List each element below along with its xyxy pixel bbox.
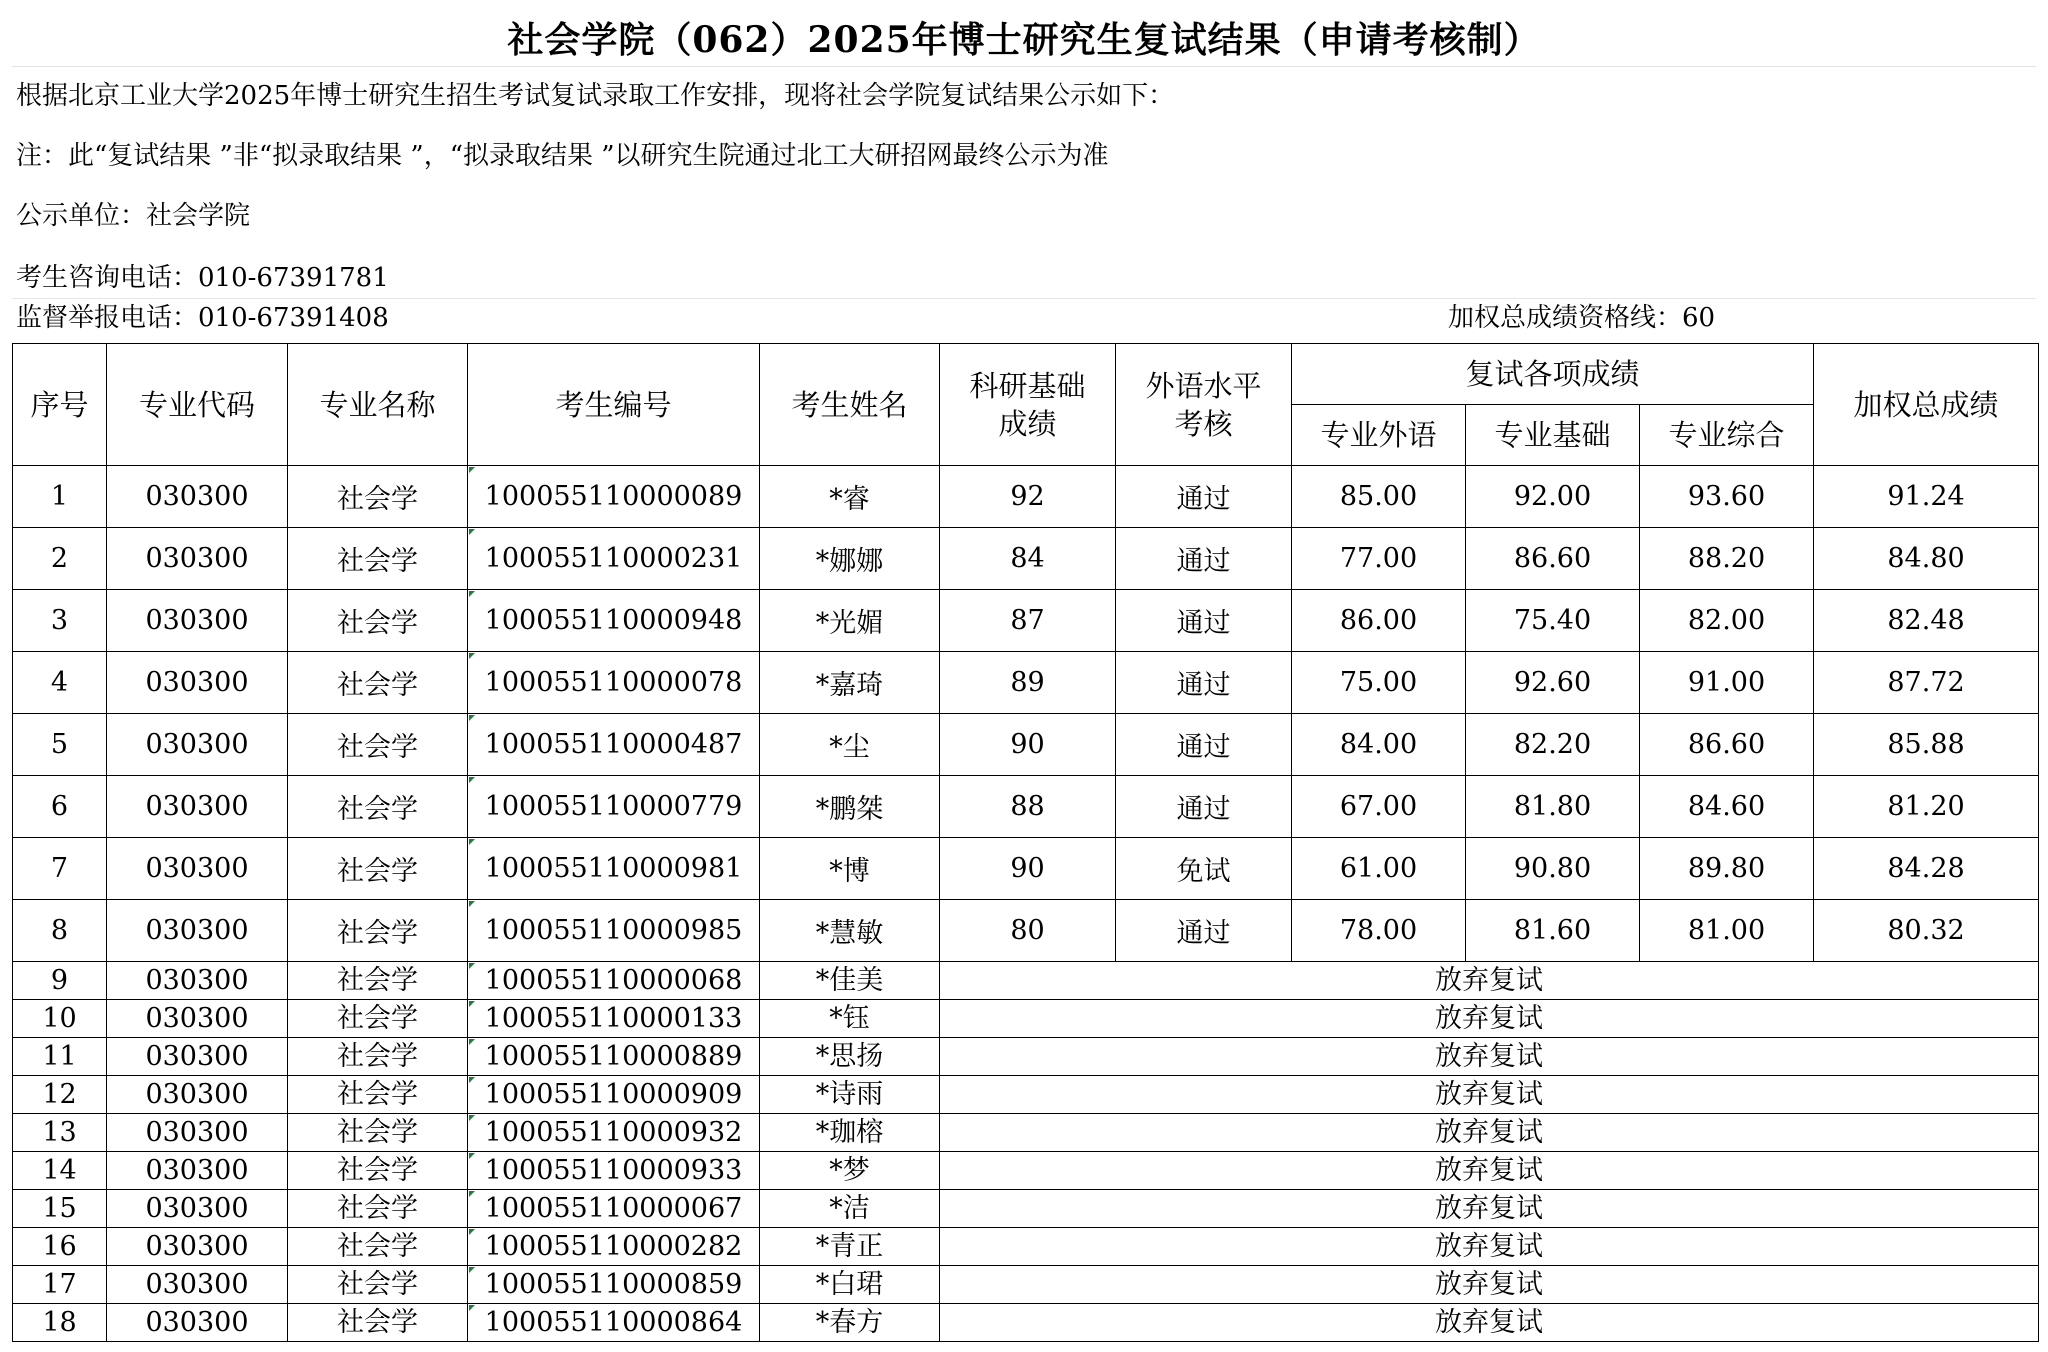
cell-professional-comprehensive: 89.80 <box>1640 838 1814 900</box>
cell-foreign-language: 通过 <box>1116 900 1292 962</box>
cell-candidate-name: *慧敏 <box>760 900 940 962</box>
cell-candidate-no: 100055110000909 <box>468 1076 760 1114</box>
cell-candidate-name: *春方 <box>760 1304 940 1342</box>
report-phone: 监督举报电话：010-67391408 <box>16 303 389 333</box>
cell-major-name: 社会学 <box>288 776 468 838</box>
divider <box>12 298 2036 299</box>
cell-research-score: 89 <box>940 652 1116 714</box>
cell-professional-basic: 90.80 <box>1466 838 1640 900</box>
cell-candidate-no: 100055110000932 <box>468 1114 760 1152</box>
cell-status-abandoned: 放弃复试 <box>940 1228 2039 1266</box>
header-candidate-name: 考生姓名 <box>760 344 940 466</box>
cell-candidate-no: 100055110000779 <box>468 776 760 838</box>
cell-candidate-no: 100055110000864 <box>468 1304 760 1342</box>
cell-candidate-name: *梦 <box>760 1152 940 1190</box>
cell-candidate-no: 100055110000487 <box>468 714 760 776</box>
cell-candidate-no: 100055110000078 <box>468 652 760 714</box>
table-row <box>13 900 2039 962</box>
cell-foreign-language: 通过 <box>1116 590 1292 652</box>
cell-seq: 18 <box>13 1304 107 1342</box>
cell-major-name: 社会学 <box>288 900 468 962</box>
cell-candidate-name: *钰 <box>760 1000 940 1038</box>
cell-seq: 14 <box>13 1152 107 1190</box>
cell-status-abandoned: 放弃复试 <box>940 1038 2039 1076</box>
cell-professional-foreign: 67.00 <box>1292 776 1466 838</box>
cell-foreign-language: 通过 <box>1116 528 1292 590</box>
header-retest-group: 复试各项成绩 <box>1292 344 1814 405</box>
cell-seq: 8 <box>13 900 107 962</box>
cell-candidate-name: *诗雨 <box>760 1076 940 1114</box>
cell-professional-foreign: 78.00 <box>1292 900 1466 962</box>
header-professional-basic: 专业基础 <box>1466 405 1640 466</box>
cell-major-code: 030300 <box>107 1152 288 1190</box>
cell-seq: 10 <box>13 1000 107 1038</box>
cell-candidate-no: 100055110000068 <box>468 962 760 1000</box>
table-row <box>13 590 2039 652</box>
cell-professional-basic: 81.60 <box>1466 900 1640 962</box>
table-row <box>13 1000 2039 1038</box>
cell-major-code: 030300 <box>107 1228 288 1266</box>
cell-major-code: 030300 <box>107 1190 288 1228</box>
cell-candidate-name: *珈榕 <box>760 1114 940 1152</box>
cell-weighted-total: 91.24 <box>1814 466 2039 528</box>
header-research-score <box>940 344 1116 466</box>
cell-foreign-language: 免试 <box>1116 838 1292 900</box>
header-professional-comprehensive: 专业综合 <box>1640 405 1814 466</box>
cell-candidate-no: 100055110000933 <box>468 1152 760 1190</box>
table-row <box>13 1266 2039 1304</box>
cell-seq: 2 <box>13 528 107 590</box>
table-row <box>13 652 2039 714</box>
cell-professional-foreign: 85.00 <box>1292 466 1466 528</box>
cell-candidate-name: *光媚 <box>760 590 940 652</box>
cell-major-name: 社会学 <box>288 466 468 528</box>
cell-professional-basic: 82.20 <box>1466 714 1640 776</box>
cell-weighted-total: 84.80 <box>1814 528 2039 590</box>
cell-major-name: 社会学 <box>288 652 468 714</box>
cell-status-abandoned: 放弃复试 <box>940 1114 2039 1152</box>
cell-foreign-language: 通过 <box>1116 714 1292 776</box>
cell-professional-comprehensive: 81.00 <box>1640 900 1814 962</box>
cell-major-name: 社会学 <box>288 962 468 1000</box>
cell-research-score: 87 <box>940 590 1116 652</box>
table-row <box>13 838 2039 900</box>
header-research-score-line1: 科研基础 <box>969 368 1086 403</box>
consult-phone: 考生咨询电话：010-67391781 <box>16 263 389 293</box>
cell-candidate-name: *佳美 <box>760 962 940 1000</box>
cell-candidate-name: *洁 <box>760 1190 940 1228</box>
table-body <box>13 466 2039 1342</box>
cell-weighted-total: 80.32 <box>1814 900 2039 962</box>
cell-seq: 7 <box>13 838 107 900</box>
cell-seq: 16 <box>13 1228 107 1266</box>
cell-professional-foreign: 61.00 <box>1292 838 1466 900</box>
header-foreign-language-line1: 外语水平 <box>1145 368 1262 403</box>
publishing-unit: 公示单位：社会学院 <box>16 201 251 231</box>
cell-professional-foreign: 86.00 <box>1292 590 1466 652</box>
cell-major-name: 社会学 <box>288 1000 468 1038</box>
cell-weighted-total: 87.72 <box>1814 652 2039 714</box>
header-research-score-line2: 成绩 <box>998 406 1057 441</box>
table-row <box>13 466 2039 528</box>
table-row <box>13 528 2039 590</box>
cell-candidate-name: *睿 <box>760 466 940 528</box>
header-professional-foreign: 专业外语 <box>1292 405 1466 466</box>
cell-professional-basic: 81.80 <box>1466 776 1640 838</box>
cell-seq: 15 <box>13 1190 107 1228</box>
cell-professional-comprehensive: 84.60 <box>1640 776 1814 838</box>
table-row <box>13 962 2039 1000</box>
cell-professional-basic: 86.60 <box>1466 528 1640 590</box>
cell-candidate-name: *尘 <box>760 714 940 776</box>
header-weighted-total: 加权总成绩 <box>1814 344 2039 466</box>
table-row <box>13 1304 2039 1342</box>
cell-major-name: 社会学 <box>288 1152 468 1190</box>
table-row <box>13 1038 2039 1076</box>
cell-professional-basic: 92.60 <box>1466 652 1640 714</box>
cell-professional-basic: 92.00 <box>1466 466 1640 528</box>
cell-major-code: 030300 <box>107 714 288 776</box>
cell-status-abandoned: 放弃复试 <box>940 1076 2039 1114</box>
cell-professional-comprehensive: 86.60 <box>1640 714 1814 776</box>
cell-seq: 3 <box>13 590 107 652</box>
cell-major-code: 030300 <box>107 838 288 900</box>
cell-major-code: 030300 <box>107 900 288 962</box>
cell-professional-comprehensive: 88.20 <box>1640 528 1814 590</box>
cell-major-code: 030300 <box>107 962 288 1000</box>
cell-major-name: 社会学 <box>288 1304 468 1342</box>
cell-major-name: 社会学 <box>288 528 468 590</box>
cell-status-abandoned: 放弃复试 <box>940 962 2039 1000</box>
cell-weighted-total: 81.20 <box>1814 776 2039 838</box>
table-row <box>13 776 2039 838</box>
cell-major-name: 社会学 <box>288 838 468 900</box>
cell-major-name: 社会学 <box>288 1076 468 1114</box>
cell-candidate-no: 100055110000089 <box>468 466 760 528</box>
cell-seq: 6 <box>13 776 107 838</box>
cell-major-name: 社会学 <box>288 714 468 776</box>
cell-seq: 12 <box>13 1076 107 1114</box>
cell-major-code: 030300 <box>107 1114 288 1152</box>
cell-major-code: 030300 <box>107 590 288 652</box>
cell-status-abandoned: 放弃复试 <box>940 1152 2039 1190</box>
cell-professional-foreign: 84.00 <box>1292 714 1466 776</box>
cell-status-abandoned: 放弃复试 <box>940 1190 2039 1228</box>
table-row <box>13 714 2039 776</box>
table-row <box>13 1114 2039 1152</box>
cell-candidate-no: 100055110000985 <box>468 900 760 962</box>
cell-major-code: 030300 <box>107 776 288 838</box>
cell-major-code: 030300 <box>107 1000 288 1038</box>
header-foreign-language-line2: 考核 <box>1174 406 1233 441</box>
table-row <box>13 1152 2039 1190</box>
cell-seq: 13 <box>13 1114 107 1152</box>
cell-candidate-name: *博 <box>760 838 940 900</box>
cell-major-code: 030300 <box>107 1266 288 1304</box>
cell-professional-comprehensive: 93.60 <box>1640 466 1814 528</box>
cell-major-code: 030300 <box>107 528 288 590</box>
cell-professional-comprehensive: 82.00 <box>1640 590 1814 652</box>
cell-candidate-no: 100055110000231 <box>468 528 760 590</box>
cell-major-name: 社会学 <box>288 1114 468 1152</box>
cell-seq: 5 <box>13 714 107 776</box>
table-row <box>13 1228 2039 1266</box>
cell-candidate-name: *鹏桀 <box>760 776 940 838</box>
cell-professional-comprehensive: 91.00 <box>1640 652 1814 714</box>
cell-status-abandoned: 放弃复试 <box>940 1000 2039 1038</box>
cell-research-score: 84 <box>940 528 1116 590</box>
cell-candidate-name: *娜娜 <box>760 528 940 590</box>
score-threshold: 加权总成绩资格线：60 <box>1448 303 1716 333</box>
cell-seq: 1 <box>13 466 107 528</box>
cell-candidate-name: *青正 <box>760 1228 940 1266</box>
cell-status-abandoned: 放弃复试 <box>940 1304 2039 1342</box>
cell-major-code: 030300 <box>107 652 288 714</box>
cell-candidate-no: 100055110000981 <box>468 838 760 900</box>
cell-major-name: 社会学 <box>288 1038 468 1076</box>
note-text: 注：此“复试结果 ”非“拟录取结果 ”，“拟录取结果 ”以研究生院通过北工大研招网最终公示为准 <box>16 141 1109 171</box>
cell-major-code: 030300 <box>107 1304 288 1342</box>
cell-seq: 4 <box>13 652 107 714</box>
cell-research-score: 90 <box>940 714 1116 776</box>
cell-candidate-name: *嘉琦 <box>760 652 940 714</box>
header-foreign-language <box>1116 344 1292 466</box>
header-major-name: 专业名称 <box>288 344 468 466</box>
header-row <box>13 344 2039 405</box>
cell-foreign-language: 通过 <box>1116 652 1292 714</box>
cell-professional-foreign: 77.00 <box>1292 528 1466 590</box>
cell-major-name: 社会学 <box>288 1190 468 1228</box>
cell-major-name: 社会学 <box>288 1228 468 1266</box>
intro-text: 根据北京工业大学2025年博士研究生招生考试复试录取工作安排，现将社会学院复试结果公示如下： <box>16 81 1175 111</box>
cell-candidate-no: 100055110000133 <box>468 1000 760 1038</box>
cell-candidate-name: *思扬 <box>760 1038 940 1076</box>
cell-weighted-total: 85.88 <box>1814 714 2039 776</box>
table-row <box>13 1076 2039 1114</box>
cell-major-name: 社会学 <box>288 590 468 652</box>
header-seq: 序号 <box>13 344 107 466</box>
cell-candidate-name: *白珺 <box>760 1266 940 1304</box>
cell-seq: 9 <box>13 962 107 1000</box>
header-major-code: 专业代码 <box>107 344 288 466</box>
cell-candidate-no: 100055110000859 <box>468 1266 760 1304</box>
cell-seq: 17 <box>13 1266 107 1304</box>
cell-candidate-no: 100055110000282 <box>468 1228 760 1266</box>
cell-research-score: 90 <box>940 838 1116 900</box>
results-table <box>12 343 2039 1342</box>
cell-research-score: 92 <box>940 466 1116 528</box>
cell-research-score: 80 <box>940 900 1116 962</box>
table-row <box>13 1190 2039 1228</box>
page-title: 社会学院（062）2025年博士研究生复试结果（申请考核制） <box>12 8 2036 67</box>
cell-candidate-no: 100055110000889 <box>468 1038 760 1076</box>
cell-candidate-no: 100055110000948 <box>468 590 760 652</box>
cell-foreign-language: 通过 <box>1116 776 1292 838</box>
cell-seq: 11 <box>13 1038 107 1076</box>
cell-research-score: 88 <box>940 776 1116 838</box>
cell-major-code: 030300 <box>107 466 288 528</box>
cell-status-abandoned: 放弃复试 <box>940 1266 2039 1304</box>
cell-weighted-total: 82.48 <box>1814 590 2039 652</box>
cell-weighted-total: 84.28 <box>1814 838 2039 900</box>
cell-foreign-language: 通过 <box>1116 466 1292 528</box>
cell-major-code: 030300 <box>107 1076 288 1114</box>
cell-major-code: 030300 <box>107 1038 288 1076</box>
cell-professional-foreign: 75.00 <box>1292 652 1466 714</box>
cell-professional-basic: 75.40 <box>1466 590 1640 652</box>
cell-candidate-no: 100055110000067 <box>468 1190 760 1228</box>
cell-major-name: 社会学 <box>288 1266 468 1304</box>
header-candidate-no: 考生编号 <box>468 344 760 466</box>
